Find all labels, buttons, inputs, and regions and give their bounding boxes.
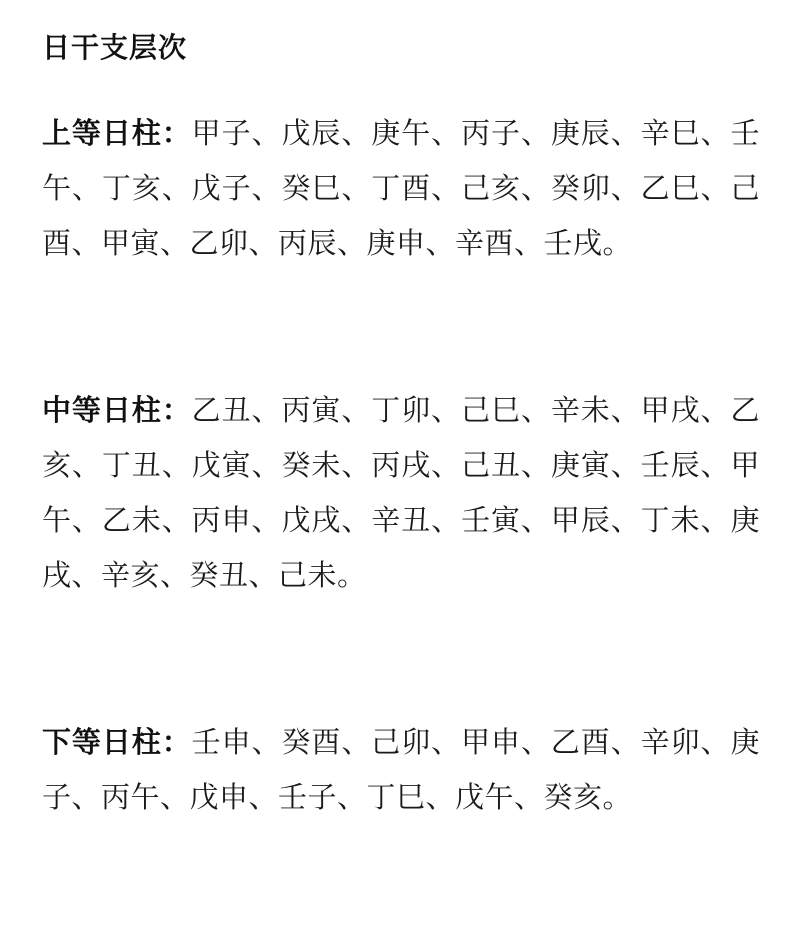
page-title: 日干支层次: [42, 32, 188, 63]
text-low-grade: 壬申、癸酉、己卯、甲申、乙酉、辛卯、庚子、丙午、戊申、壬子、丁巳、戊午、癸亥。: [42, 727, 760, 815]
text-mid-grade: 乙丑、丙寅、丁卯、己巳、辛未、甲戌、乙亥、丁丑、戊寅、癸未、丙戌、己丑、庚寅、壬辰、甲午、乙未、丙申、戊戌、辛丑、壬寅、甲辰、丁未、庚戌、辛亥、癸丑、己未。: [42, 395, 760, 593]
paragraph-mid-grade: [42, 384, 760, 604]
section-mid-grade: [42, 384, 760, 604]
paragraph-top-grade: [42, 107, 760, 272]
text-top-grade: 甲子、戊辰、庚午、丙子、庚辰、辛巳、壬午、丁亥、戊子、癸巳、丁酉、己亥、癸卯、乙巳、己酉、甲寅、乙卯、丙辰、庚申、辛酉、壬戌。: [42, 118, 760, 261]
label-top-grade: 上等日柱：: [42, 118, 192, 151]
label-low-grade: 下等日柱：: [42, 727, 192, 760]
label-mid-grade: 中等日柱：: [42, 395, 192, 428]
paragraph-low-grade: [42, 716, 760, 826]
section-low-grade: [42, 716, 760, 826]
section-top-grade: [42, 107, 760, 272]
